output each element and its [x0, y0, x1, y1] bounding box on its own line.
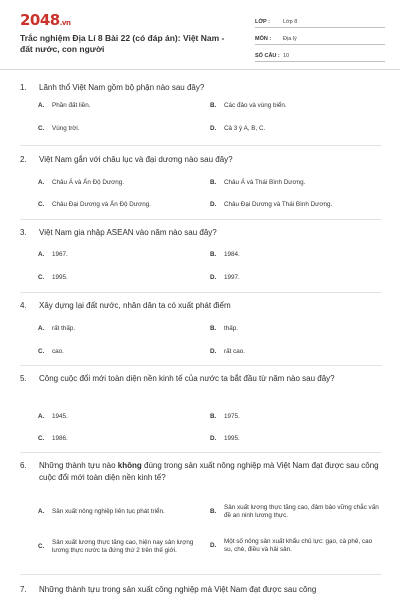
option-text: 1967.	[52, 251, 68, 258]
option-c[interactable]	[38, 348, 208, 357]
option-text: 1997.	[224, 274, 240, 281]
option-d[interactable]	[210, 125, 380, 134]
option-label: C.	[38, 274, 45, 281]
option-b[interactable]	[210, 102, 380, 111]
option-label: B.	[210, 102, 217, 109]
option-label: C.	[38, 435, 45, 442]
option-label: D.	[210, 435, 217, 442]
option-text: 1986.	[52, 435, 68, 442]
option-label: A.	[38, 251, 45, 258]
option-d[interactable]	[210, 435, 380, 444]
question-2	[20, 154, 382, 166]
question-number: 6.	[20, 461, 27, 470]
meta-count-row	[255, 48, 385, 62]
option-text: Châu Đại Dương và Thái Bình Dương.	[224, 201, 333, 208]
question-divider	[20, 574, 382, 575]
site-logo[interactable]	[20, 11, 70, 29]
question-text: Xây dựng lại đất nước, nhân dân ta có xuất phát điểm	[39, 301, 231, 310]
option-text: 1995.	[52, 274, 68, 281]
meta-class-label: LỚP :	[255, 19, 270, 25]
option-label: D.	[210, 274, 217, 281]
question-text: Công cuộc đổi mới toàn diện nền kinh tế của nước ta bắt đầu từ năm nào sau đây?	[39, 374, 335, 383]
option-text: Sản xuất nông nghiệp liên tục phát triển.	[52, 507, 165, 515]
option-label: A.	[38, 325, 45, 332]
question-4	[20, 300, 382, 312]
option-label: D.	[210, 125, 217, 132]
option-d[interactable]	[210, 348, 380, 357]
question-text-part: đúng trong sản xuất nông nghiệp mà Việt Nam đạt được sau công cuộc đổi mới toàn diện nền kinh tế?	[39, 461, 379, 482]
option-a[interactable]	[38, 251, 208, 260]
meta-class-row	[255, 14, 385, 28]
question-number: 3.	[20, 228, 27, 237]
meta-subject-row	[255, 31, 385, 45]
option-d[interactable]	[210, 201, 380, 210]
header-divider	[0, 69, 400, 70]
option-label: C.	[38, 348, 45, 355]
option-label: D.	[210, 201, 217, 208]
option-text: thấp.	[224, 325, 239, 332]
question-divider	[20, 145, 382, 146]
option-b[interactable]	[210, 498, 382, 526]
option-text: 1984.	[224, 251, 240, 258]
question-text: Những thành tựu trong sản xuất công nghiệp mà Việt Nam đạt được sau công	[39, 585, 317, 594]
question-text: Việt Nam gắn với châu lục và đại dương nào sau đây?	[39, 155, 233, 164]
question-6	[20, 460, 382, 484]
option-label: A.	[38, 179, 45, 186]
option-label: B.	[210, 413, 217, 420]
option-c[interactable]	[38, 274, 208, 283]
question-number: 5.	[20, 374, 27, 383]
page-header	[0, 0, 400, 70]
option-label: A.	[38, 507, 45, 515]
question-text	[39, 460, 382, 484]
page-title: Trắc nghiệm Địa Lí 8 Bài 22 (có đáp án): Việt Nam - đất nước, con người	[20, 33, 225, 54]
logo-domain: .vn	[59, 19, 71, 27]
option-text: 1975.	[224, 413, 240, 420]
option-a[interactable]	[38, 102, 208, 111]
question-text: Việt Nam gia nhập ASEAN vào năm nào sau đây?	[39, 228, 217, 237]
option-c[interactable]	[38, 201, 208, 210]
option-text: Châu Đại Dương và Ấn Độ Dương.	[52, 201, 151, 208]
option-c[interactable]	[38, 532, 208, 562]
question-1	[20, 82, 382, 94]
option-label: D.	[210, 541, 217, 549]
question-5	[20, 373, 382, 385]
question-emphasis: không	[117, 461, 142, 470]
meta-class-value: Lớp 8	[283, 19, 298, 25]
option-b[interactable]	[210, 251, 380, 260]
option-label: A.	[38, 102, 45, 109]
option-a[interactable]	[38, 179, 208, 188]
option-text: Các đảo và vùng biển.	[224, 102, 287, 109]
question-number: 4.	[20, 301, 27, 310]
option-text: 1945.	[52, 413, 68, 420]
option-text: 1995.	[224, 435, 240, 442]
meta-subject-value: Địa lý	[283, 36, 297, 42]
option-a[interactable]	[38, 413, 208, 422]
option-b[interactable]	[210, 179, 380, 188]
option-label: D.	[210, 348, 217, 355]
option-text: Vùng trời.	[52, 125, 80, 132]
option-label: C.	[38, 125, 45, 132]
option-text: Cả 3 ý A, B, C.	[224, 125, 266, 132]
question-number: 7.	[20, 585, 27, 594]
option-label: A.	[38, 413, 45, 420]
option-a[interactable]	[38, 325, 208, 334]
question-divider	[20, 452, 382, 453]
option-label: B.	[210, 325, 217, 332]
question-3	[20, 227, 382, 239]
question-divider	[20, 219, 382, 220]
quiz-meta	[255, 14, 385, 65]
option-d[interactable]	[210, 274, 380, 283]
option-text: Sản xuất lương thực tăng cao, đảm bảo vững chắc vấn đề an ninh lương thực.	[224, 503, 379, 519]
option-text: Một số nông sản xuất khẩu chủ lực: gạo, cà phê, cao su, chè, điều và hải sản.	[224, 537, 373, 553]
option-text: rất thấp.	[52, 325, 76, 332]
question-divider	[20, 365, 382, 366]
option-c[interactable]	[38, 435, 208, 444]
question-number: 1.	[20, 83, 27, 92]
option-label: C.	[38, 201, 45, 208]
option-text: rất cao.	[224, 348, 245, 355]
meta-count-value: 10	[283, 53, 290, 59]
option-label: B.	[210, 507, 217, 515]
option-a[interactable]	[38, 502, 208, 522]
option-text: Sản xuất lương thực tăng cao, hiện nay sản lượng lương thực nước ta đứng thứ 2 trên thế giới.	[52, 538, 194, 554]
option-text: Châu Á và Thái Bình Dương.	[224, 179, 306, 186]
meta-subject-label: MÔN :	[255, 36, 272, 42]
option-label: B.	[210, 251, 217, 258]
question-7	[20, 584, 382, 596]
option-d[interactable]	[210, 534, 382, 558]
question-text-part: Những thành tựu nào	[39, 461, 118, 470]
question-number: 2.	[20, 155, 27, 164]
logo-text: 2048	[20, 11, 60, 29]
option-text: Phần đất liền.	[52, 102, 91, 109]
meta-count-label: SỐ CÂU :	[255, 53, 280, 59]
option-text: Châu Á và Ấn Độ Dương.	[52, 179, 125, 186]
option-b[interactable]	[210, 413, 380, 422]
question-text: Lãnh thổ Việt Nam gồm bộ phận nào sau đây?	[39, 83, 205, 92]
question-divider	[20, 292, 382, 293]
option-label: C.	[38, 542, 45, 550]
option-c[interactable]	[38, 125, 208, 134]
option-text: cao.	[52, 348, 64, 355]
option-label: B.	[210, 179, 217, 186]
option-b[interactable]	[210, 325, 380, 334]
